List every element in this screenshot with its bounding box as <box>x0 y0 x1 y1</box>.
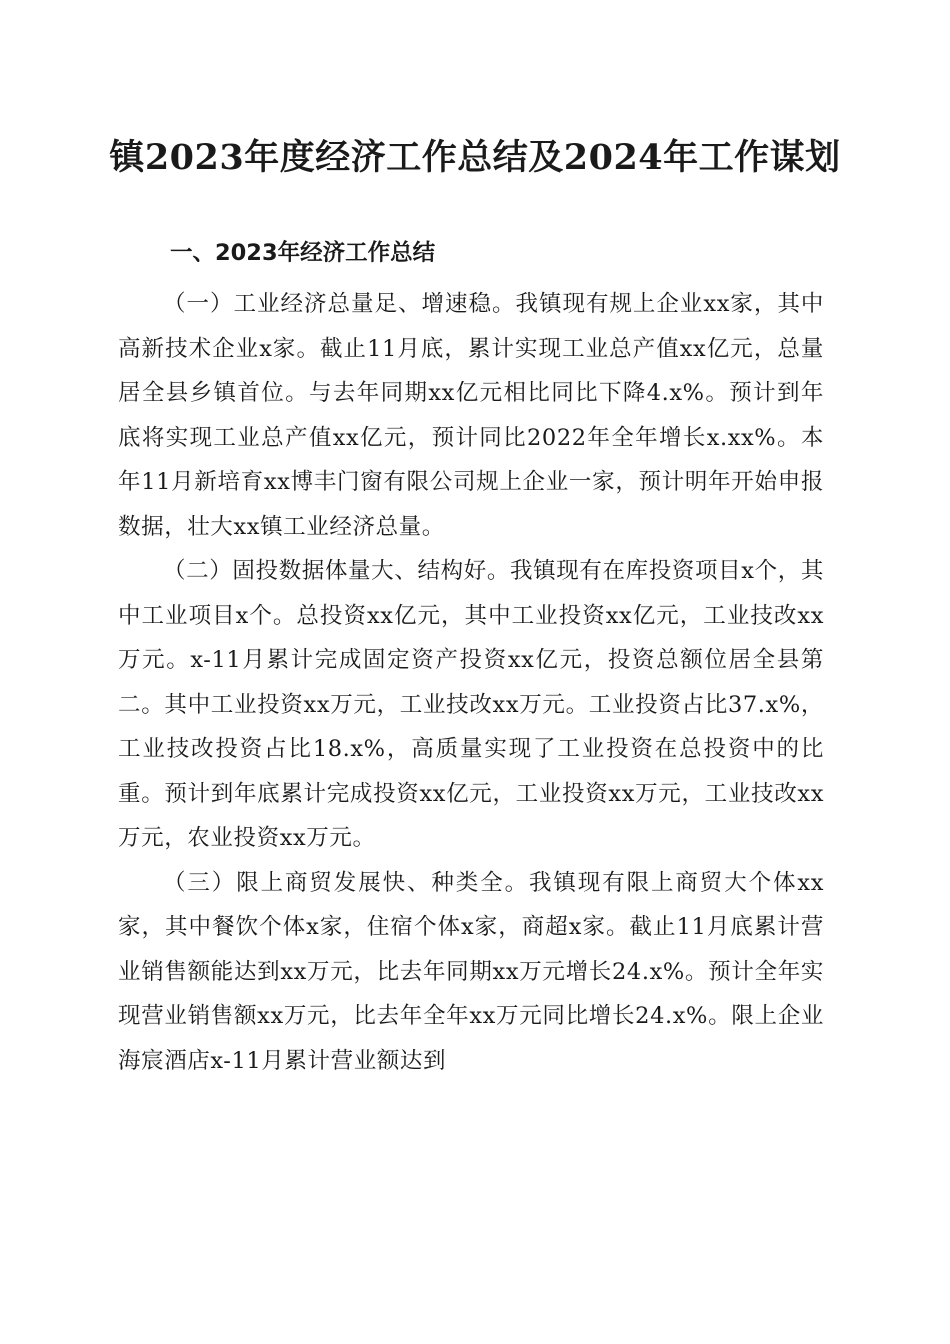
paragraph-text: 我镇现有限上商贸大个体xx家，其中餐饮个体x家，住宿个体x家，商超x家。截止11月底累计营业销售额能达到xx万元，比去年同期xx万元增长24.x%。预计全年实现营业销售额xx万元，比去年全年xx万元同比增长24.x%。限上企业海宸酒店x-11月累计营业额达到 <box>118 869 824 1074</box>
paragraph-text: 我镇现有规上企业xx家，其中高新技术企业x家。截止11月底，累计实现工业总产值xx亿元，总量居全县乡镇首位。与去年同期xx亿元相比同比下降4.x%。预计到年底将实现工业总产值xx亿元，预计同比2022年全年增长x.xx%。本年11月新培育xx博丰门窗有限公司规上企业一家，预计明年开始申报数据，壮大xx镇工业经济总量。 <box>118 291 824 540</box>
paragraph-text: 我镇现有在库投资项目x个，其中工业项目x个。总投资xx亿元，其中工业投资xx亿元，工业技改xx万元。x-11月累计完成固定资产投资xx亿元，投资总额位居全县第二。其中工业投资xx万元，工业技改xx万元。工业投资占比37.x%，工业技改投资占比18.x%，高质量实现了工业投资在总投资中的比重。预计到年底累计完成投资xx亿元，工业投资xx万元，工业技改xx万元，农业投资xx万元。 <box>118 558 824 851</box>
paragraph-lead: （一）工业经济总量足、增速稳。 <box>163 291 516 317</box>
document-body <box>118 224 824 1083</box>
paragraph-lead: （三）限上商贸发展快、种类全。 <box>163 869 529 896</box>
paragraph-fixed-investment <box>118 549 824 861</box>
section-heading: 一、2023年经济工作总结 <box>170 240 436 266</box>
paragraph-lead: （二）固投数据体量大、结构好。 <box>163 558 510 584</box>
paragraph-industrial-economy <box>118 282 824 549</box>
paragraph-commerce <box>118 861 824 1084</box>
document-title: 镇2023年度经济工作总结及2024年工作谋划 <box>109 137 841 178</box>
